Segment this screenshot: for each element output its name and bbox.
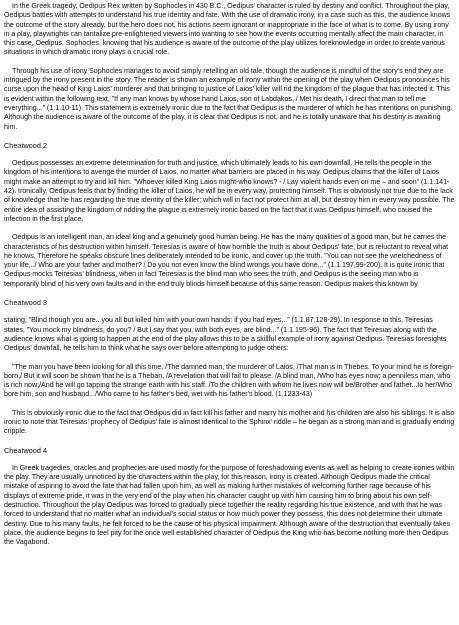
page-header-cheatwood-2: Cheatwood 2 [4,140,48,150]
paragraph-blindness: stating, "Blind though you are...you all but killed him with your own hands: if you had eyes,.." (1.1.87,128-29). In response to this, Teiresias states, "You mock my blindness, do you? / But I say that you, with both eyes, are blind..." (1.1.195-96). The fact that Teiresias along with the audience knows what is going to happen at the end of the play allows this to be a skillful example of irony against Oedipus. Teiresias foresights Oedipus' downfall, he tells him to think what he says over before attempting to judge others: [4,316,447,353]
page-header-cheatwood-4: Cheatwood 4 [4,445,48,455]
paragraph-oracles: In Greek tragedies, oracles and prophecies are used mostly for the purpose of foreshadowing events as well as helping to create ironies within the play. They are usually unnoticed by the characters within the play, for this reason, irony is created. Although Oedipus made the critical mistake of aspiring to avoid the fate that had fallen upon him, as well as making further mistakes of welcoming further rage because of his displays of extreme pride, it was in the very end of the play when his character caught up with him causing him to bring about his own self-destruction. Throughout the play Oedipus was forced to gradually piece together the reality regarding his true existence, and with that he was forced to understand that no matter what an individual's social status or how much power they possess, this does not determine their ultimate destiny. Due to his many faults, he felt forced to be the cause of his physical impairment. Although aware of the destruction that eventually takes place, the audience begins to feel pity for the once well established character of Oedipus the King who has become nothing more then Oedipus the Vagabond. [4,463,455,547]
paragraph-teiresias: Oedipus is an intelligent man, an ideal king and a genuinely good human being. He has the many qualities of a good man, but he carries the characteristics of his destruction within himself. Teiresias is aware of how horrible the truth is about Oedipus' fate, but is reluctant to reveal what he knows. Therefore he speaks obscure lines deliberately intended to be ironic, and cover up the truth. "You can not see the wretchedness of your life,../ Who are your father and mother? / Do you not even know the blind wrongs you have done..." (1.1.197,99-200). It is quite ironic that Oedipus mocks Teiresias' blindness, when in fact Teiresias is the blind man who sees the truth, and Oedipus is the seeing man who is temporarily blind of his very own faults and in the end truly blinds himself because of this same reason. Oedipus makes this known by [4,233,449,288]
paragraph-intro: In the Greek tragedy, Oedipus Rex written by Sophocles in 430 B.C., Oedipus' character is ruled by destiny and conflict. Throughout the play, Oedipus battles with attempts to understand his true identity and fate. With the use of dramatic irony, in a case such as this, the audience knows the outcome of the story already, but the hero does not, his actions seem ignorant or inappropriate in the face of what is to come. By using irony in a play, playwrights can tantalize pre-enlightened viewers into wanting to see how the events occurring mentally affect the main character, in this case, Oedipus. Sophocles, knowing that his audience is aware of the outcome of the play utilizes foreknowledge in order to create various situations in which dramatic irony plays a crucial role. [4,2,451,57]
paragraph-prophecy-quote: "The man you have been looking for all this time, /The damned man, the murderer of Laios, /That man is in Thebes. To your mind he is foreign-born,/ But it will soon be shown that he is a Theban, /A revelation that will fail to please. /A blind man, /Who has eyes now; a penniless man, who is rich now;/And he will go tapping the strange earth with his staff. /To the children with whom he lives now will be/Brother and father...to her/Who bore him, son and husband.../Who came to his father's bed, wet with his father's blood. (1.1233-43) [4,362,455,399]
paragraph-determination: Oedipus possesses an extreme determination for truth and justice, which ultimately leads to his own downfall. He tells the people in the kingdom of his intentions to avenge the murder of Laios, no matter what barriers are placed in his way. Oedipus claims that the killer of Laios might make an attempt to try and kill him. "Whoever killed King Laios might-who knows? - / Lay violent hands even on me – and soon" (1.1.141-42). Ironically, Oedipus feels that by finding the killer of Laios, he will be in every way, protecting himself. This is obviously not true due to the lack of knowledge that he has regarding the true identity of the killer; which will in fact not protect him at all, but destroy him in every way possible. The entire idea of assisting the kingdom of ridding the plague is extremely ironic based on the fact that it was Oedipus himself, who caused the infection in the first place. [4,159,455,223]
paragraph-irony-curse: Through his use of irony Sophocles manages to avoid simply retelling an old tale, though the audience is mindful of the story's end they are intrigued by the irony present in the story. The reader is shown an example of irony within the opening of the play when Oedipus pronounces his curse upon the head of King Laios' murderer and that bringing to justice of Laios' killer will rid the kingdom of the plague that has infected it. This is evident within the following text, "If any man knows by whose hand Laios, son of Labdakos, / Met his death, I direct that man to tell me everything..." (1.1.10-11). This statement is extremely ironic due to the fact that Oedipus is the murderer of which he has intentions on punishing. Although the audience is aware of the outcome of the play, it is clear that Oedipus is not, and he is totally unaware that his destiny is awaiting him. [4,66,453,131]
page-header-cheatwood-3: Cheatwood 3 [4,298,48,308]
paragraph-sphinx-riddle: This is obviously ironic due to the fact that Oedipus did in fact kill his father and marry his mother and his children are also his siblings. It is also ironic to note that Teiresias' prophecy of Oedipus' fate is almost identical to the Sphinx' riddle – he began as a strong man and is gradually ending cripple. [4,408,455,436]
